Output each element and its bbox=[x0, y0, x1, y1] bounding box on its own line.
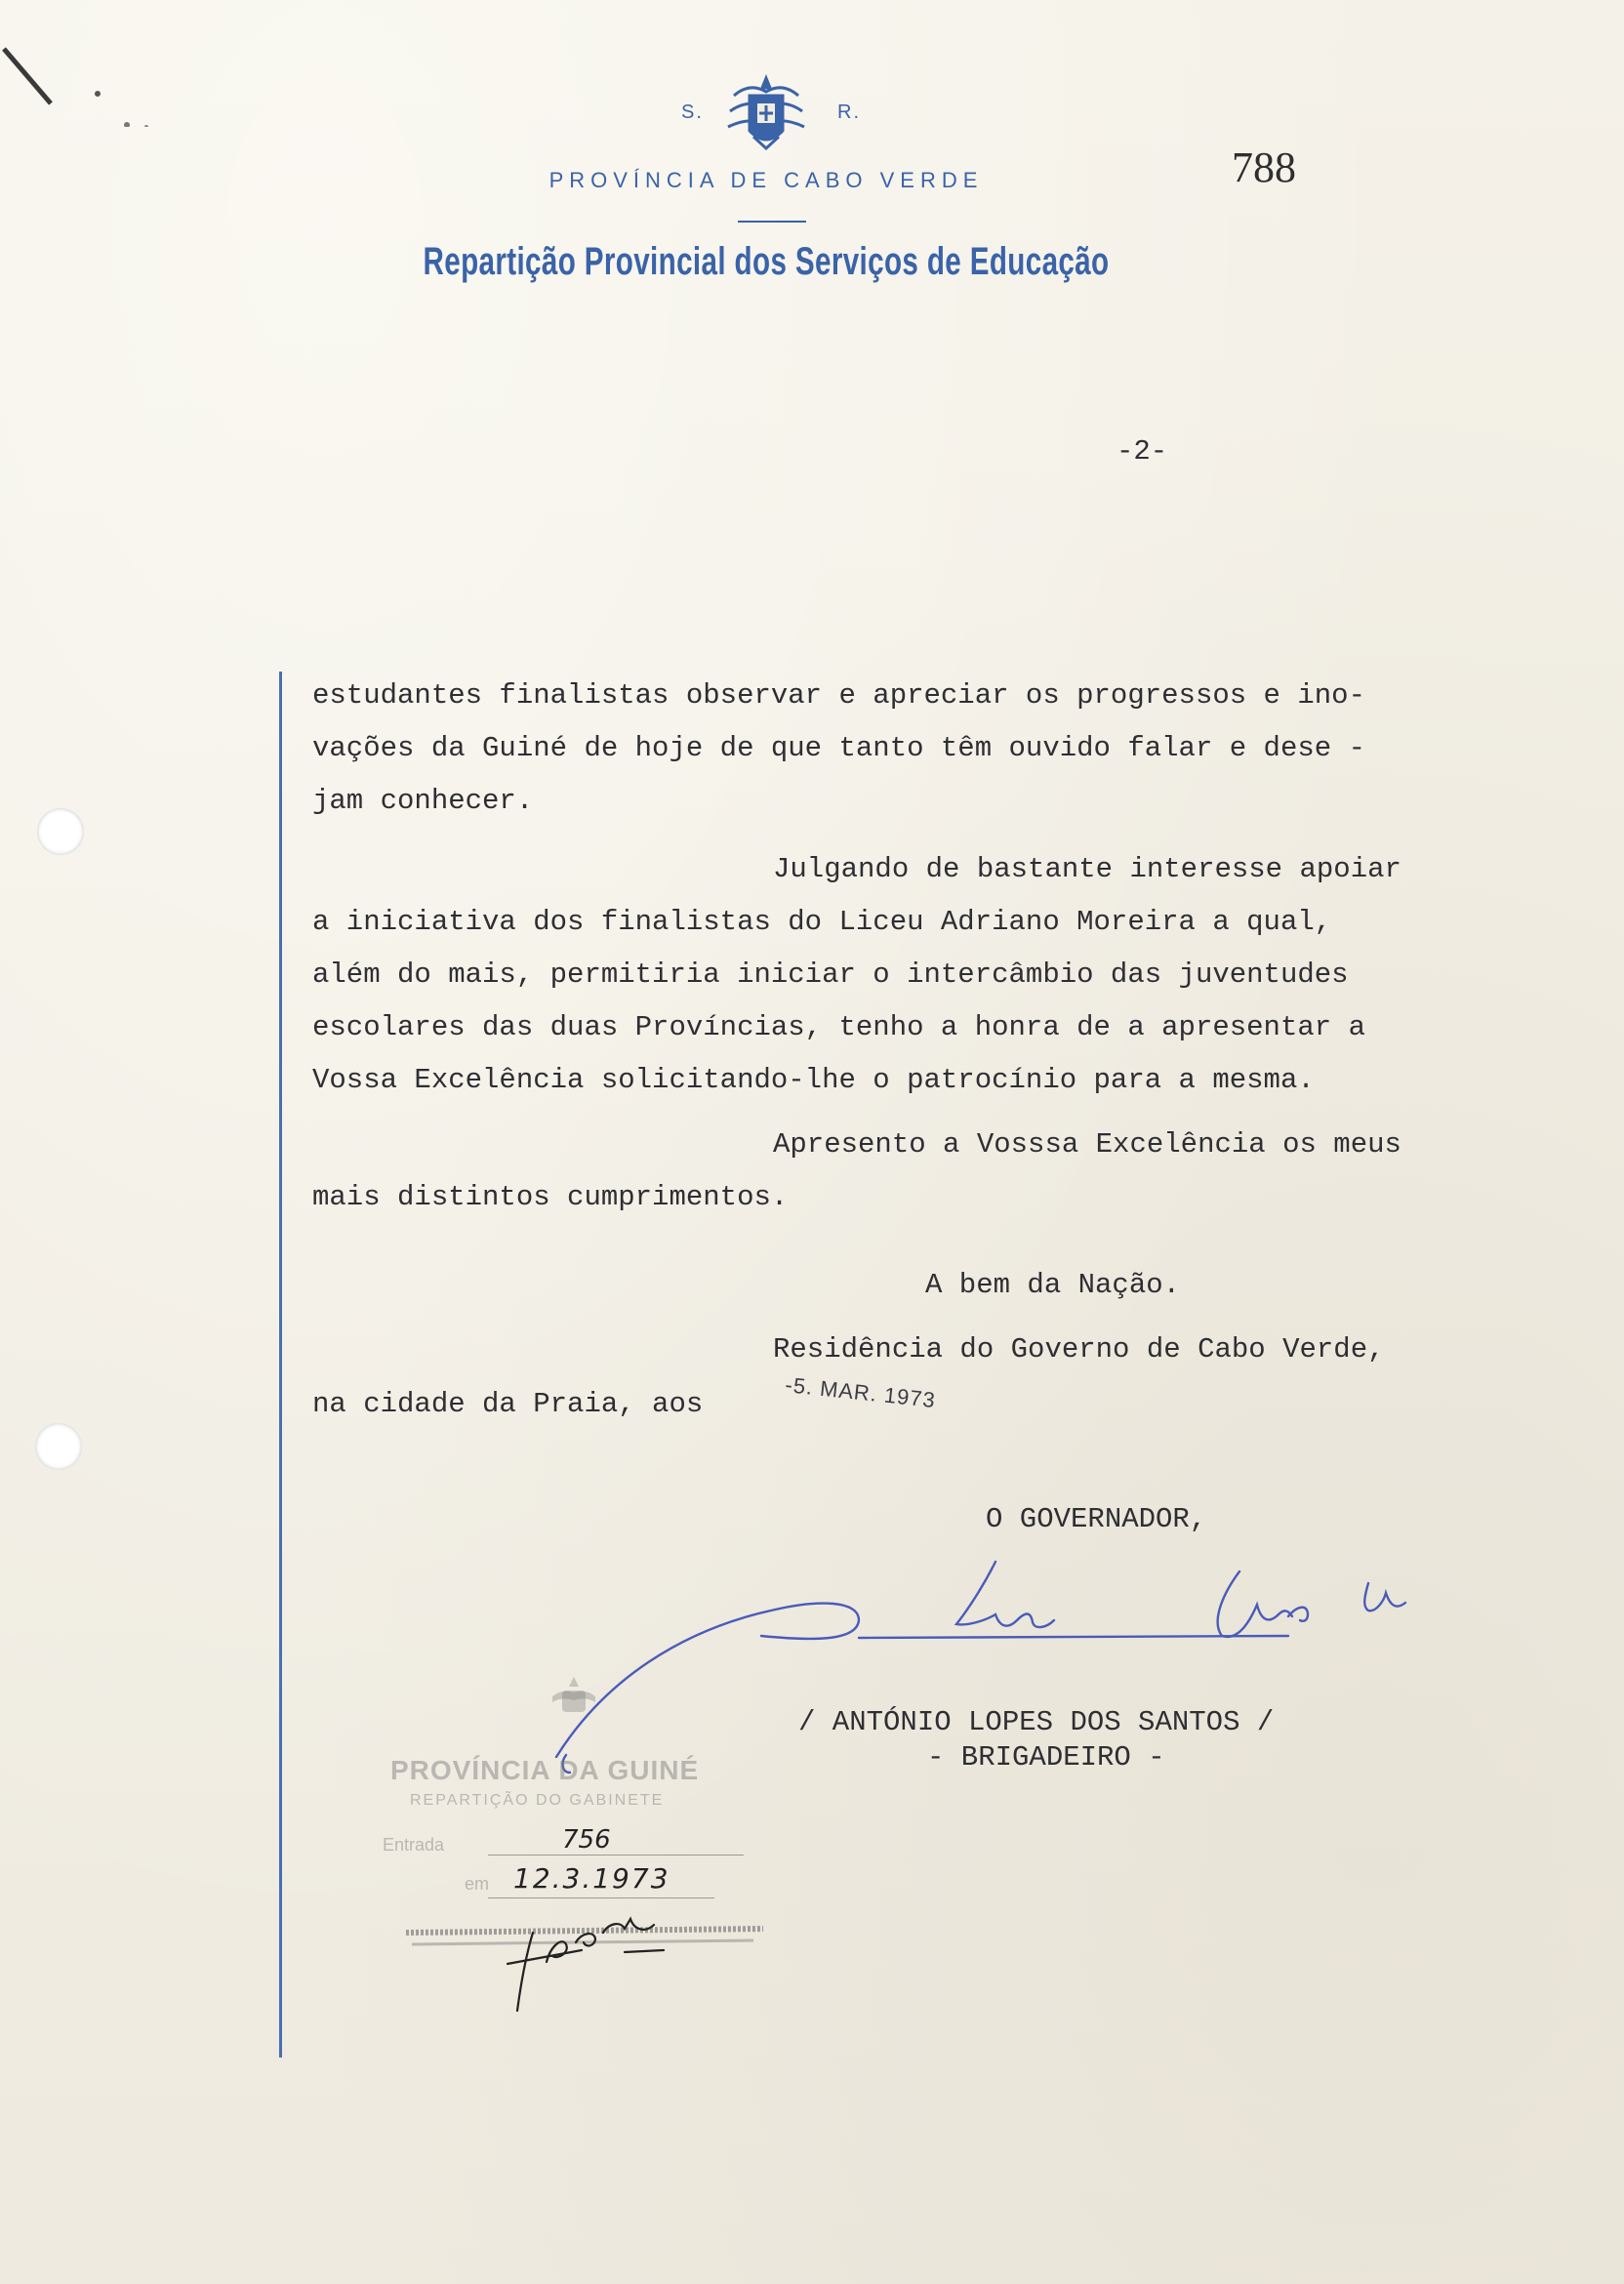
body-line: Vossa Excelência solicitando-lhe o patrocínio para a mesma. bbox=[312, 1064, 1315, 1096]
staple-mark-icon bbox=[0, 20, 195, 127]
governor-name: / ANTÓNIO LOPES DOS SANTOS / bbox=[798, 1706, 1275, 1738]
body-line: Julgando de bastante interesse apoiar bbox=[773, 853, 1401, 885]
received-entry-number: 756 bbox=[562, 1825, 611, 1855]
received-stamp-date-rule bbox=[488, 1897, 714, 1898]
body-line: jam conhecer. bbox=[312, 785, 534, 817]
coat-of-arms-icon bbox=[724, 72, 808, 152]
header-divider bbox=[738, 221, 806, 223]
stamp-emblem-icon bbox=[547, 1675, 601, 1726]
received-initials-signature bbox=[488, 1903, 722, 2020]
received-stamp-entry-rule bbox=[488, 1855, 744, 1856]
closing-line: A bem da Nação. bbox=[925, 1269, 1181, 1301]
body-line: mais distintos cumprimentos. bbox=[312, 1181, 789, 1213]
received-stamp-entry-label: Entrada bbox=[383, 1835, 445, 1855]
margin-rule bbox=[279, 672, 282, 2058]
place-line: na cidade da Praia, aos bbox=[312, 1388, 704, 1420]
document-number: 788 bbox=[1232, 143, 1296, 191]
body-line: Apresento a Vosssa Excelência os meus bbox=[773, 1128, 1401, 1161]
date-stamp: -5. MAR. 1973 bbox=[784, 1372, 937, 1413]
body-line: escolares das duas Províncias, tenho a honra de a apresentar a bbox=[312, 1011, 1365, 1043]
header-s-letter: S. bbox=[681, 102, 704, 123]
governor-rank: - BRIGADEIRO - bbox=[927, 1741, 1165, 1774]
signature-title: O GOVERNADOR, bbox=[986, 1503, 1207, 1535]
punch-hole-top bbox=[37, 808, 84, 855]
received-stamp-line2: REPARTIÇÃO DO GABINETE bbox=[410, 1792, 665, 1809]
province-title: PROVÍNCIA DE CABO VERDE bbox=[548, 168, 984, 192]
body-line: além do mais, permitiria iniciar o intercâmbio das juventudes bbox=[312, 958, 1349, 991]
page-number: -2- bbox=[1116, 435, 1168, 468]
received-stamp-date-label: em bbox=[465, 1874, 490, 1894]
place-line: Residência do Governo de Cabo Verde, bbox=[773, 1333, 1385, 1366]
body-line: a iniciativa dos finalistas do Liceu Adriano Moreira a qual, bbox=[312, 906, 1332, 938]
received-stamp-line1: PROVÍNCIA DA GUINÉ bbox=[390, 1755, 700, 1785]
received-date: 12.3.1973 bbox=[513, 1862, 670, 1895]
header-r-letter: R. bbox=[837, 102, 861, 123]
punch-hole-bottom bbox=[35, 1423, 82, 1470]
department-title: Repartição Provincial dos Serviços de Educação bbox=[423, 240, 1110, 283]
body-line: vações da Guiné de hoje de que tanto têm ouvido falar e dese - bbox=[312, 732, 1365, 764]
body-line: estudantes finalistas observar e apreciar os progressos e ino- bbox=[312, 679, 1365, 712]
